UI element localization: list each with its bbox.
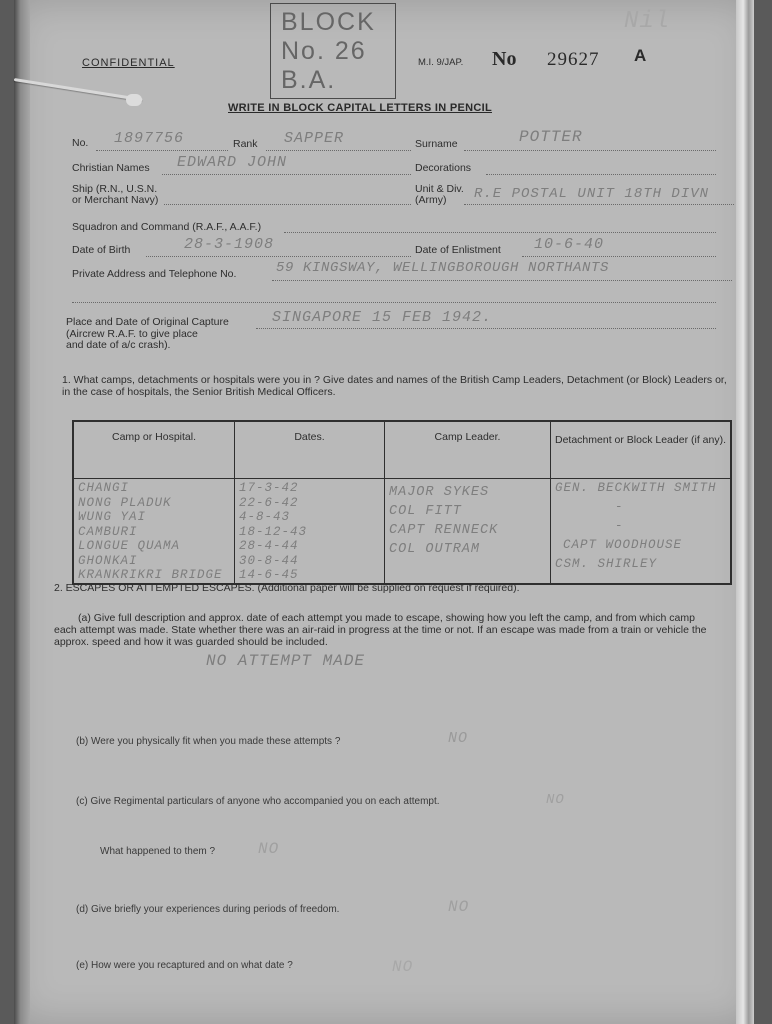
camp-entry: KRANKRIKRI BRIDGE — [78, 568, 223, 582]
confidential-label: CONFIDENTIAL — [82, 57, 175, 69]
section-2-title: 2. ESCAPES OR ATTEMPTED ESCAPES. (Additional paper will be supplied on request if required). — [54, 582, 520, 594]
form-page — [14, 0, 754, 1024]
question-1: 1. What camps, detachments or hospitals were you in ? Give dates and names of the British Camp Leaders, Detachment (or Block) Leaders or, in the case of hospitals, the Senior British Medical Officers. — [62, 374, 727, 398]
question-2d: (d) Give briefly your experiences during periods of freedom. — [76, 904, 340, 915]
detachment-entry: - — [615, 519, 624, 533]
leader-entry: MAJOR SYKES — [389, 485, 490, 500]
col-header-detachment: Detachment or Block Leader (if any). — [551, 421, 732, 479]
answer-2c-followup: NO — [258, 840, 280, 858]
enlistment-label: Date of Enlistment — [415, 244, 501, 256]
camps-table-header — [73, 421, 731, 479]
ref-label: M.I. 9/JAP. — [418, 57, 464, 68]
answer-2e: NO — [392, 958, 414, 976]
question-2b: (b) Were you physically fit when you made these attempts ? — [76, 736, 341, 747]
address-value: 59 KINGSWAY, WELLINGBOROUGH NORTHANTS — [276, 260, 610, 276]
date-entry: 4-8-43 — [239, 510, 291, 524]
service-number: 1897756 — [114, 130, 185, 147]
col-header-camp: Camp or Hospital. — [73, 421, 235, 479]
number-prefix: No — [492, 48, 517, 70]
camp-entry: WUNG YAI — [78, 510, 147, 524]
unit-label-line: Unit & Div. — [415, 183, 464, 195]
ship-label-line: or Merchant Navy) — [72, 194, 159, 206]
answer-2c: NO — [546, 792, 565, 808]
stamp-line: BLOCK — [281, 8, 376, 36]
date-entry: 17-3-42 — [239, 481, 299, 495]
detachment-entry: CAPT WOODHOUSE — [563, 538, 683, 552]
form-number: 29627 — [547, 49, 600, 70]
camp-entry: LONGUE QUAMA — [78, 539, 181, 553]
answer-2d: NO — [448, 898, 470, 916]
question-2c-followup: What happened to them ? — [100, 846, 216, 857]
page-edge — [736, 0, 754, 1024]
no-label: No. — [72, 137, 89, 149]
instruction-heading: WRITE IN BLOCK CAPITAL LETTERS IN PENCIL — [228, 102, 492, 114]
col-header-leader: Camp Leader. — [385, 421, 551, 479]
date-entry: 22-6-42 — [239, 495, 299, 510]
ship-label-line: Ship (R.N., U.S.N. — [72, 183, 158, 195]
file-tabs — [14, 0, 30, 1024]
surname-value: POTTER — [519, 128, 583, 146]
date-entry: 30-8-44 — [239, 553, 299, 568]
detachment-entry: - — [615, 500, 624, 514]
christian-names-label: Christian Names — [72, 162, 150, 174]
decorations-label: Decorations — [415, 162, 472, 174]
leader-entry: COL FITT — [389, 504, 462, 519]
detachment-column — [551, 479, 732, 584]
camps-table — [72, 420, 732, 585]
col-header-dates: Dates. — [235, 421, 385, 479]
capture-label-line: Place and Date of Original Capture — [66, 316, 229, 328]
camp-entry: NONG PLADUK — [78, 495, 172, 510]
detachment-entry: GEN. BECKWITH SMITH — [555, 481, 717, 495]
ship-label — [72, 184, 158, 206]
leaders-column — [385, 479, 551, 584]
address-label: Private Address and Telephone No. — [72, 268, 237, 280]
question-2a: (a) Give full description and approx. date of each attempt you made to escape, showing how you left the camp, and from which camp each attempt was made. State whether there was an air-raid in progress at the time or not. If an escape was made from a train or vehicle the approx. speed and how it was guarded should be included. — [54, 612, 707, 648]
number-suffix: A — [634, 46, 647, 65]
detachment-entry: CSM. SHIRLEY — [555, 557, 658, 571]
camps-table-body — [73, 479, 731, 584]
capture-label-line: and date of a/c crash). — [66, 339, 171, 351]
stamp-line: No. 26 — [281, 37, 367, 65]
camp-entry: CHANGI — [78, 481, 130, 495]
unit-label — [415, 184, 464, 206]
surname-label: Surname — [415, 138, 458, 150]
rank-label: Rank — [233, 138, 258, 150]
unit-label-line: (Army) — [415, 194, 447, 206]
unit-value: R.E POSTAL UNIT 18TH DIVN — [474, 186, 710, 202]
corner-note: Nil — [624, 8, 671, 35]
rank-value: SAPPER — [284, 130, 345, 147]
date-entry: 28-4-44 — [239, 539, 299, 553]
camps-column — [73, 479, 235, 584]
treasury-tag-knot — [126, 94, 142, 106]
question-2e: (e) How were you recaptured and on what date ? — [76, 960, 293, 971]
block-stamp — [270, 3, 396, 99]
dob-value: 28-3-1908 — [184, 236, 275, 253]
answer-2a: NO ATTEMPT MADE — [206, 652, 366, 670]
enlistment-value: 10-6-40 — [534, 236, 605, 253]
dob-label: Date of Birth — [72, 244, 131, 256]
camp-entry: CAMBURI — [78, 524, 138, 539]
date-entry: 14-6-45 — [239, 568, 299, 582]
capture-value: SINGAPORE 15 FEB 1942. — [272, 309, 493, 326]
stamp-line: B.A. — [281, 66, 337, 94]
question-2c: (c) Give Regimental particulars of anyone who accompanied you on each attempt. — [76, 796, 440, 807]
christian-names-value: EDWARD JOHN — [177, 154, 288, 171]
leader-entry: CAPT RENNECK — [389, 523, 499, 538]
leader-entry: COL OUTRAM — [389, 542, 481, 557]
squadron-label: Squadron and Command (R.A.F., A.A.F.) — [72, 221, 262, 233]
capture-label — [66, 317, 229, 352]
answer-2b: NO — [448, 730, 469, 747]
camp-entry: GHONKAI — [78, 553, 138, 568]
capture-label-line: (Aircrew R.A.F. to give place — [66, 327, 198, 340]
date-entry: 18-12-43 — [239, 524, 308, 539]
dates-column — [235, 479, 385, 584]
treasury-tag-string — [14, 78, 143, 101]
